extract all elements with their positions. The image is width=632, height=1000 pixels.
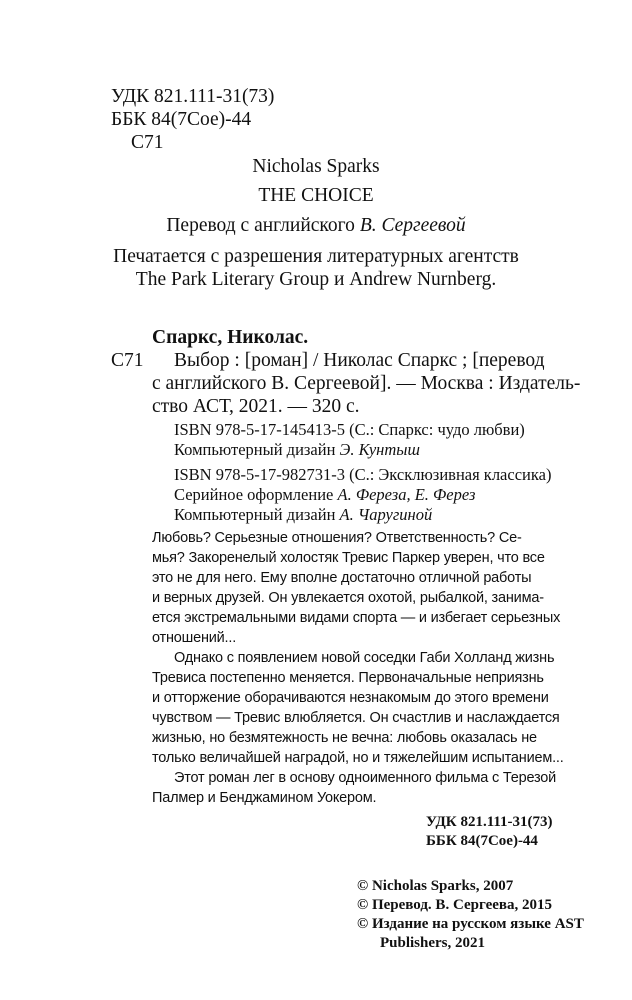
record-desc-line-3: ство АСТ, 2021. — 320 с.: [152, 396, 360, 417]
annotation-p3-line: Этот роман лег в основу одноименного фильма с Терезой: [174, 770, 557, 786]
author-mark: С71: [131, 132, 164, 153]
udc-code: УДК 821.111-31(73): [111, 86, 275, 107]
original-title: THE CHOICE: [258, 185, 374, 206]
annotation-p1-line: и верных друзей. Он увлекается охотой, рыбалкой, занима-: [152, 590, 544, 606]
annotation-p2-line: чувством — Тревис влюбляется. Он счастлив и наслаждается: [152, 710, 560, 726]
annotation-p1-line: Любовь? Серьезные отношения? Ответственность? Се-: [152, 530, 522, 546]
isbn-1-design-prefix: Компьютерный дизайн: [174, 440, 340, 459]
isbn-2-computer-design: [174, 507, 432, 524]
annotation-p1-line: это не для него. Ему вполне достаточно отличной работы: [152, 570, 532, 586]
permission-line-2: The Park Literary Group и Andrew Nurnberg.: [135, 269, 497, 290]
isbn-2-series-names: А. Фереза, Е. Ферез: [337, 485, 476, 504]
isbn-2-design-name: А. Чаругиной: [339, 505, 433, 524]
annotation-p2-line: Однако с появлением новой соседки Габи Холланд жизнь: [174, 650, 555, 666]
translation-prefix: Перевод с английского: [166, 215, 360, 236]
annotation-p2-line: только величайшей наградой, но и тяжелейшим испытанием...: [152, 750, 564, 766]
record-desc-line-1: Выбор : [роман] / Николас Спаркс ; [перевод: [174, 350, 545, 371]
permission-line-1: Печатается с разрешения литературных агентств: [113, 246, 519, 267]
copyright-author: © Nicholas Sparks, 2007: [357, 878, 514, 894]
udc-code-bottom: УДК 821.111-31(73): [426, 814, 553, 830]
copyright-edition: © Издание на русском языке AST: [357, 916, 584, 932]
annotation-p2-line: жизнью, но безмятежность не вечна: любовь оказалась не: [152, 730, 537, 746]
isbn-1: ISBN 978-5-17-145413-5 (С.: Спаркс: чудо любви): [174, 420, 525, 439]
annotation-p1-line: отношений...: [152, 630, 237, 646]
annotation-p1-line: ется экстремальными видами спорта — и избегает серьезных: [152, 610, 561, 626]
isbn-1-design-name: Э. Кунтыш: [339, 440, 420, 459]
bbk-code-bottom: ББК 84(7Сое)-44: [426, 833, 538, 849]
isbn-2-series-prefix: Серийное оформление: [174, 485, 338, 504]
annotation-p1-line: мья? Закоренелый холостяк Тревис Паркер уверен, что все: [152, 550, 545, 566]
original-author: Nicholas Sparks: [252, 156, 380, 177]
isbn-2: ISBN 978-5-17-982731-3 (С.: Эксклюзивная классика): [174, 465, 552, 484]
translator-name: В. Сергеевой: [359, 215, 466, 236]
copyright-translation: © Перевод. В. Сергеева, 2015: [357, 897, 552, 913]
isbn-2-series-design: [174, 487, 475, 504]
isbn-1-design: [174, 442, 420, 459]
bbk-code: ББК 84(7Сое)-44: [111, 109, 252, 130]
annotation-p2-line: Тревиса постепенно меняется. Первоначальные неприязнь: [152, 670, 544, 686]
record-desc-line-2: с английского В. Сергеевой]. — Москва : Издатель-: [152, 373, 581, 394]
annotation-p2-line: и отторжение оборачиваются незнакомым до этого времени: [152, 690, 549, 706]
record-heading: Спаркс, Николас.: [152, 327, 309, 348]
isbn-2-design-prefix: Компьютерный дизайн: [174, 505, 340, 524]
annotation-p3-line: Палмер и Бенджамином Уокером.: [152, 790, 377, 806]
copyright-edition-cont: Publishers, 2021: [380, 935, 486, 951]
record-mark: С71: [111, 350, 144, 371]
translation-line: [0, 216, 632, 236]
